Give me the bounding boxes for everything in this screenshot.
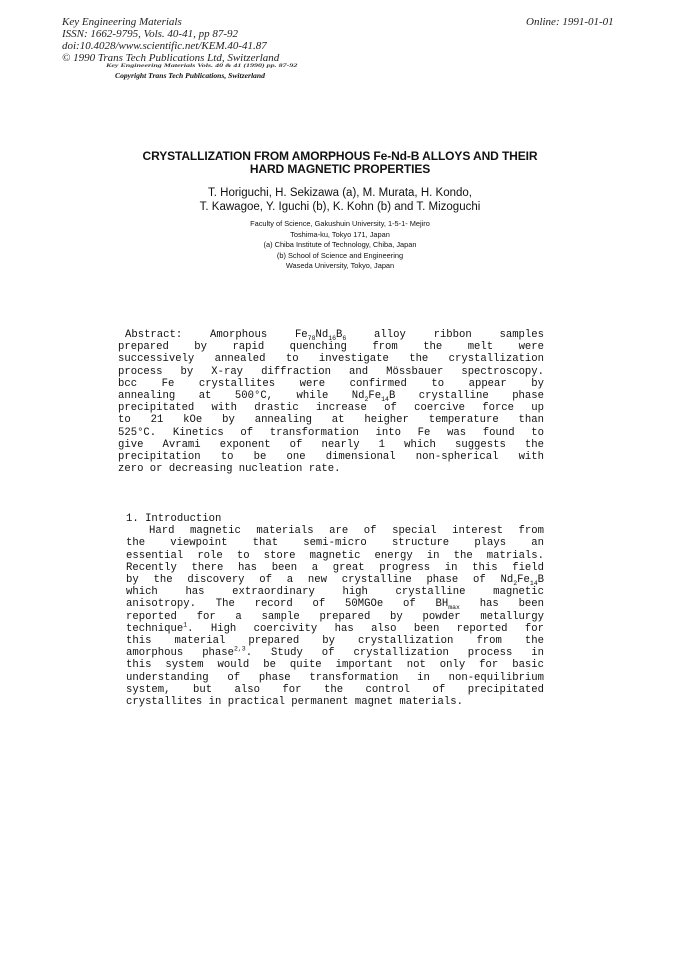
authors-line-2: T. Kawagoe, Y. Iguchi (b), K. Kohn (b) and T. Mizoguchi <box>199 201 481 213</box>
section-heading: 1. Introduction <box>126 513 222 525</box>
intro-line: reported for a sample prepared by powder metallurgy <box>126 610 544 623</box>
paper-title <box>80 150 600 176</box>
affiliation-line: (b) School of Science and Engineering <box>276 250 404 260</box>
abstract <box>118 329 544 475</box>
online-date: Online: 1991-01-01 <box>526 16 614 28</box>
issn-line: ISSN: 1662-9795, Vols. 40-41, pp 87-92 <box>62 28 238 40</box>
intro-line: crystallites in practical permanent magnet materials. <box>126 696 463 709</box>
affiliation-line: Toshima-ku, Tokyo 171, Japan <box>290 229 390 239</box>
intro-line: which has extraordinary high crystalline magnetic <box>126 586 544 599</box>
affiliation-line: Waseda University, Tokyo, Japan <box>285 261 395 271</box>
abstract-line: annealing at 500°C, while $Nd_2Fe_{14}B$ crystalline phase <box>118 390 544 404</box>
abstract-line: process by X-ray diffraction and Mössbauer spectroscopy. <box>118 365 544 378</box>
affiliations <box>80 219 600 272</box>
abstract-line: precipitation to be one dimensional non-spherical with <box>118 451 544 464</box>
abstract-line: to 21 kOe by annealing at heigher temperature than <box>118 414 544 427</box>
introduction-section <box>126 513 544 708</box>
intro-line: this system would be quite important not only for basic <box>126 659 544 672</box>
intro-line: the viewpoint that semi-micro structure plays an <box>126 537 544 550</box>
abstract-line: Abstract: Amorphous $Fe_{78}Nd_{16}B_6$ alloy ribbon samples <box>125 329 544 343</box>
title-line-2: HARD MAGNETIC PROPERTIES <box>249 162 431 176</box>
abstract-line: prepared by rapid quenching from the melt were <box>118 341 544 354</box>
authors-line-1: T. Horiguchi, H. Sekizawa (a), M. Murata, H. Kondo, <box>208 187 472 199</box>
title-line-1: CRYSTALLIZATION FROM AMORPHOUS Fe-Nd-B ALLOYS AND THEIR <box>142 149 538 163</box>
author-list <box>80 186 600 214</box>
intro-line: technique$^1$. High coercivity has also been reported for <box>126 621 544 635</box>
abstract-line: 525°C. Kinetics of transformation into Fe was found to <box>118 426 544 439</box>
abstract-line: zero or decreasing nucleation rate. <box>118 463 341 476</box>
intro-line: understanding of phase transformation in non-equilibrium <box>126 671 544 684</box>
abstract-line: precipitated with drastic increase of coercive force up <box>118 402 544 415</box>
intro-line: system, but also for the control of precipitated <box>126 683 544 696</box>
intro-line: essential role to store magnetic energy in the matrials. <box>126 549 544 562</box>
intro-line: Hard magnetic materials are of special interest from <box>149 525 544 538</box>
intro-line: by the discovery of a new crystalline phase of $Nd_2Fe_{14}B$ <box>126 574 544 588</box>
abstract-line: successively annealed to investigate the crystallization <box>118 353 544 366</box>
publication-header <box>62 16 279 64</box>
affiliation-line: (a) Chiba Institute of Technology, Chiba, Japan <box>263 240 417 250</box>
journal-name: Key Engineering Materials <box>62 16 182 28</box>
copyright-line: © 1990 Trans Tech Publications Ltd, Switzerland <box>62 52 280 64</box>
intro-line: this material prepared by crystallization from the <box>126 635 544 648</box>
doi-line: doi:10.4028/www.scientific.net/KEM.40-41.87 <box>62 40 267 52</box>
affiliation-line: Faculty of Science, Gakushuin University, 1-5-1- Mejiro <box>250 219 430 228</box>
printed-journal-line: Key Engineering Materials Vols. 40 & 41 (1990) pp. 87-92 <box>106 63 298 68</box>
intro-line: anisotropy. The record of 50MGOe of $BH_{max}$ has been <box>126 598 544 612</box>
intro-line: Recently there has been a great progress in this field <box>126 561 544 574</box>
abstract-line: bcc Fe crystallites were confirmed to appear by <box>118 377 544 390</box>
abstract-line: give Avrami exponent of nearly 1 which suggests the <box>118 438 544 451</box>
printed-copyright: Copyright Trans Tech Publications, Switzerland <box>115 71 265 80</box>
intro-line: amorphous phase$^{2,3}$. Study of crystallization process in <box>126 645 544 660</box>
